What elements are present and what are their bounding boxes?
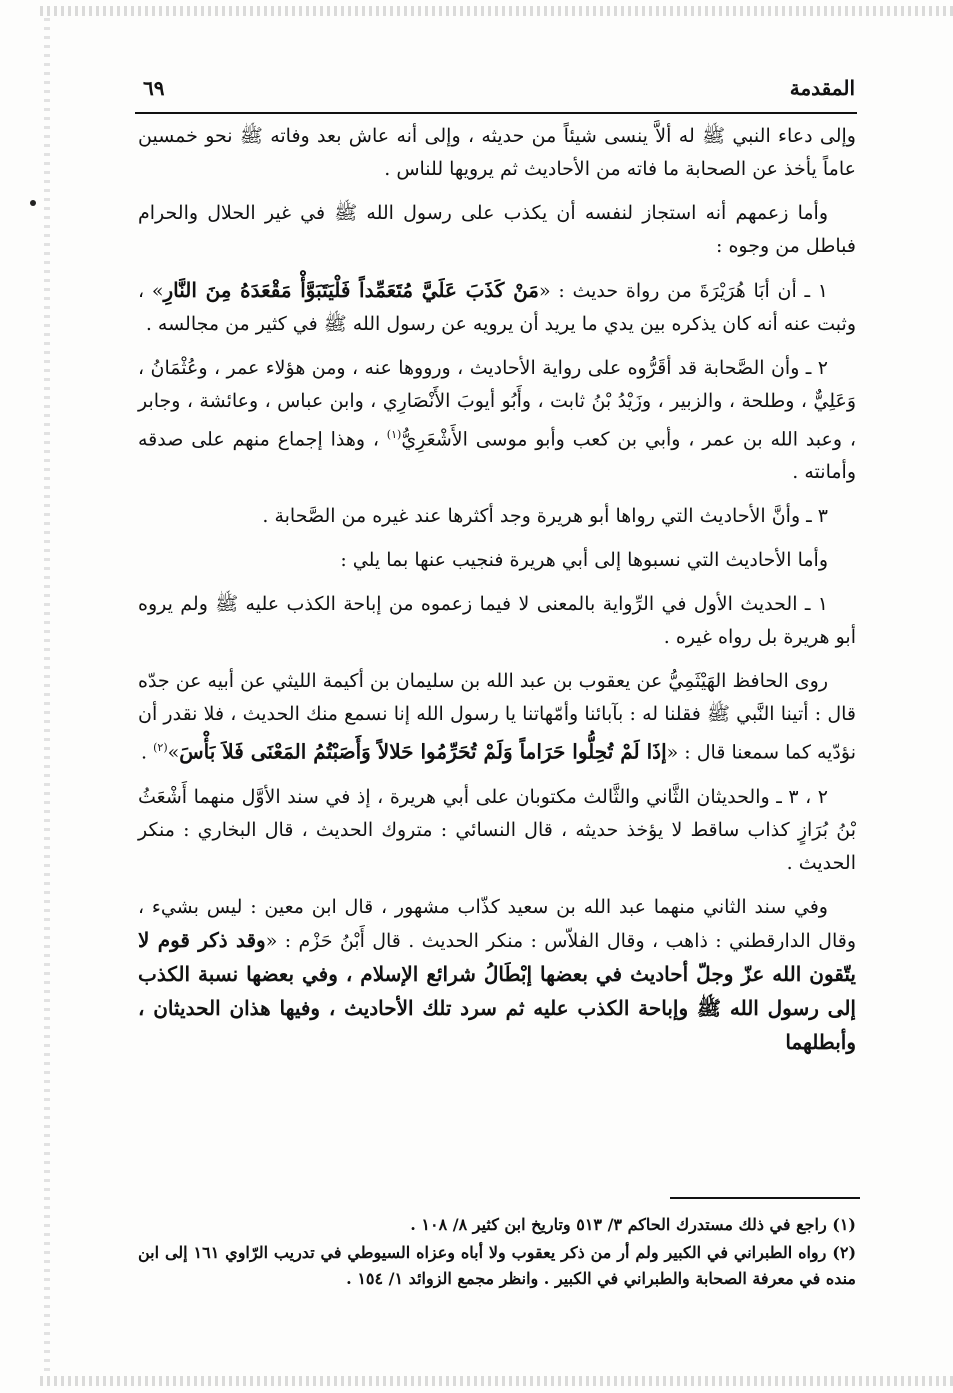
footnote-separator: [670, 1197, 860, 1199]
paragraph-4-text: ٢ ـ وأن الصَّحابة قد أقَرُّوه على رواية الأحاديث ، ورووها عنه ، ومن هؤلاء عمر ، وعُثْمَانُ ، وَعَلِيٌّ ، وطلحة ، والزبير ، وزَيْدُ بْنُ ثابت ، وأَبُو أيوبَ الأَنْصَارِي ، وابن عباس ، وعائشة ، وجابر ، وعبد الله بن عمر ، وأبي بن كعب وأبو موسى الأَشْعَرِيُّ: [138, 357, 856, 451]
paragraph-3-intro: ١ ـ أن أبَا هُرَيْرَةَ من رواة حديث : «: [539, 280, 829, 302]
footnotes: [138, 1212, 856, 1294]
paragraph-4-end: ، وهذا إجماع منهم على صدقه وأمانته .: [138, 428, 856, 484]
scan-border-left: [44, 18, 50, 1373]
page-header: [135, 70, 855, 110]
running-title: المقدمة: [789, 76, 855, 100]
paragraph-6: وأما الأحاديث التي نسبوها إلى أبي هريرة فنجيب عنها بما يلي :: [340, 549, 828, 572]
paragraph-8-intro: روى الحافظ الهَيْثَمِيُّ عن يعقوب بن عبد الله بن سليمان بن أكيمة الليثي عن أبيه عن جدّه قال : أتينا النَّبي ﷺ فقلنا له : بآبائنا وأمّهاتنا يا رسول الله إنا نسمع منك الحديث ، فلا نقدر أن نؤدّيه كما سمعنا قال : «: [138, 670, 856, 764]
hadith-quote-2: إذَا لَمْ تُحِلُّوا حَرَاماً وَلَمْ تُحَرِّمُوا حَلالاً وَأَصَبْتُمُ المَعْنَى فَلاَ بَأْسَ: [179, 739, 667, 764]
paragraph-2: وأما زعمهم أنه استجاز لنفسه أن يكذب على رسول الله ﷺ في غير الحلال والحرام فباطل من وجوه :: [138, 202, 856, 257]
paragraph-10-intro: وفي سند الثاني منهما عبد الله بن سعيد كذّاب مشهور ، قال ابن معين : ليس بشيء ، وقال الدارقطني : ذاهب ، وقال الفلاّس : منكر الحديث . قال أَبْنُ حَزْم : «: [138, 895, 857, 952]
paragraph-4: [138, 352, 856, 489]
paragraph-9: ٢ ، ٣ ـ والحديثان الثَّاني والثَّالث مكتوبان على أبي هريرة ، إذ في سند الأوَّل منهما أَشْعَثُ بْنُ بُرَازٍ كذاب ساقط لا يؤخذ حديثه ، قال النسائي : متروك الحديث ، قال البخاري : منكر الحديث .: [138, 785, 856, 874]
scan-border-bottom: [40, 1376, 953, 1386]
paragraph-8: [138, 665, 856, 769]
footnote-ref-1: (١): [386, 428, 402, 441]
hadith-quote-1: مَنْ كَذَبَ عَلَيَّ مُتَعَمِّداً فَلْيَتَبَوَّأْ مَقْعَدَهُ مِنَ النَّارِ: [163, 278, 540, 302]
paragraph-5: ٣ ـ وأنَّ الأحاديث التي رواها أبو هريرة وجد أكثرها عند غيره من الصَّحابة .: [262, 505, 828, 528]
scan-speck: [30, 200, 36, 206]
ibn-hazm-quote: وقد ذكر قوم لا يتّقون الله عزّ وجلّ أحاديث في بعضها إبْطَالُ شرائع الإسلام ، وفي بعضها نسبة الكذب إلى رسول الله ﷺ وإباحة الكذب عليه ثم سرد تلك الأحاديث ، وفيها هذان الحديثان ، وأبطلهما: [138, 927, 856, 1054]
footnote-ref-2: (٢): [153, 741, 168, 755]
header-rule: [135, 112, 857, 114]
paragraph-3: [138, 274, 856, 341]
footnote-1: (١) راجع في ذلك مستدرك الحاكم ٣/ ٥١٣ وتاريخ ابن كثير ٨/ ١٠٨ .: [410, 1215, 856, 1234]
page-number: ٦٩: [143, 76, 165, 100]
main-text: [138, 120, 856, 1071]
paragraph-8-end: .: [141, 741, 154, 764]
paragraph-3-rest: » ، وثبت عنه أنه كان يذكره بين يدي ما يريد أن يرويه عن رسول الله ﷺ في كثير من مجالسه .: [138, 280, 856, 335]
footnote-2: (٢) رواه الطبراني في الكبير ولم أر من ذكر يعقوب ولا أباه وعزاه السيوطي في تدريب الرّاوي ١٦١ إلى ابن منده في معرفة الصحابة والطبراني في الكبير . وانظر مجمع الزوائد ١/ ١٥٤ .: [138, 1243, 857, 1288]
paragraph-10: [138, 891, 856, 1060]
paragraph-7: ١ ـ الحديث الأول في الرِّواية بالمعنى لا فيما زعموه من إباحة الكذب عليه ﷺ ولم يروه أبو هريرة بل رواه غيره .: [138, 593, 856, 649]
paragraph-8-close: »: [167, 741, 180, 764]
scan-border-top: [40, 6, 953, 16]
paragraph-1: وإلى دعاء النبي ﷺ له ألاَّ ينسى شيئاً من حديثه ، وإلى أنه عاش بعد وفاته ﷺ نحو خمسين عاماً يأخذ عن الصحابة ما فاته من الأحاديث ثم يرويها للناس .: [138, 125, 856, 180]
